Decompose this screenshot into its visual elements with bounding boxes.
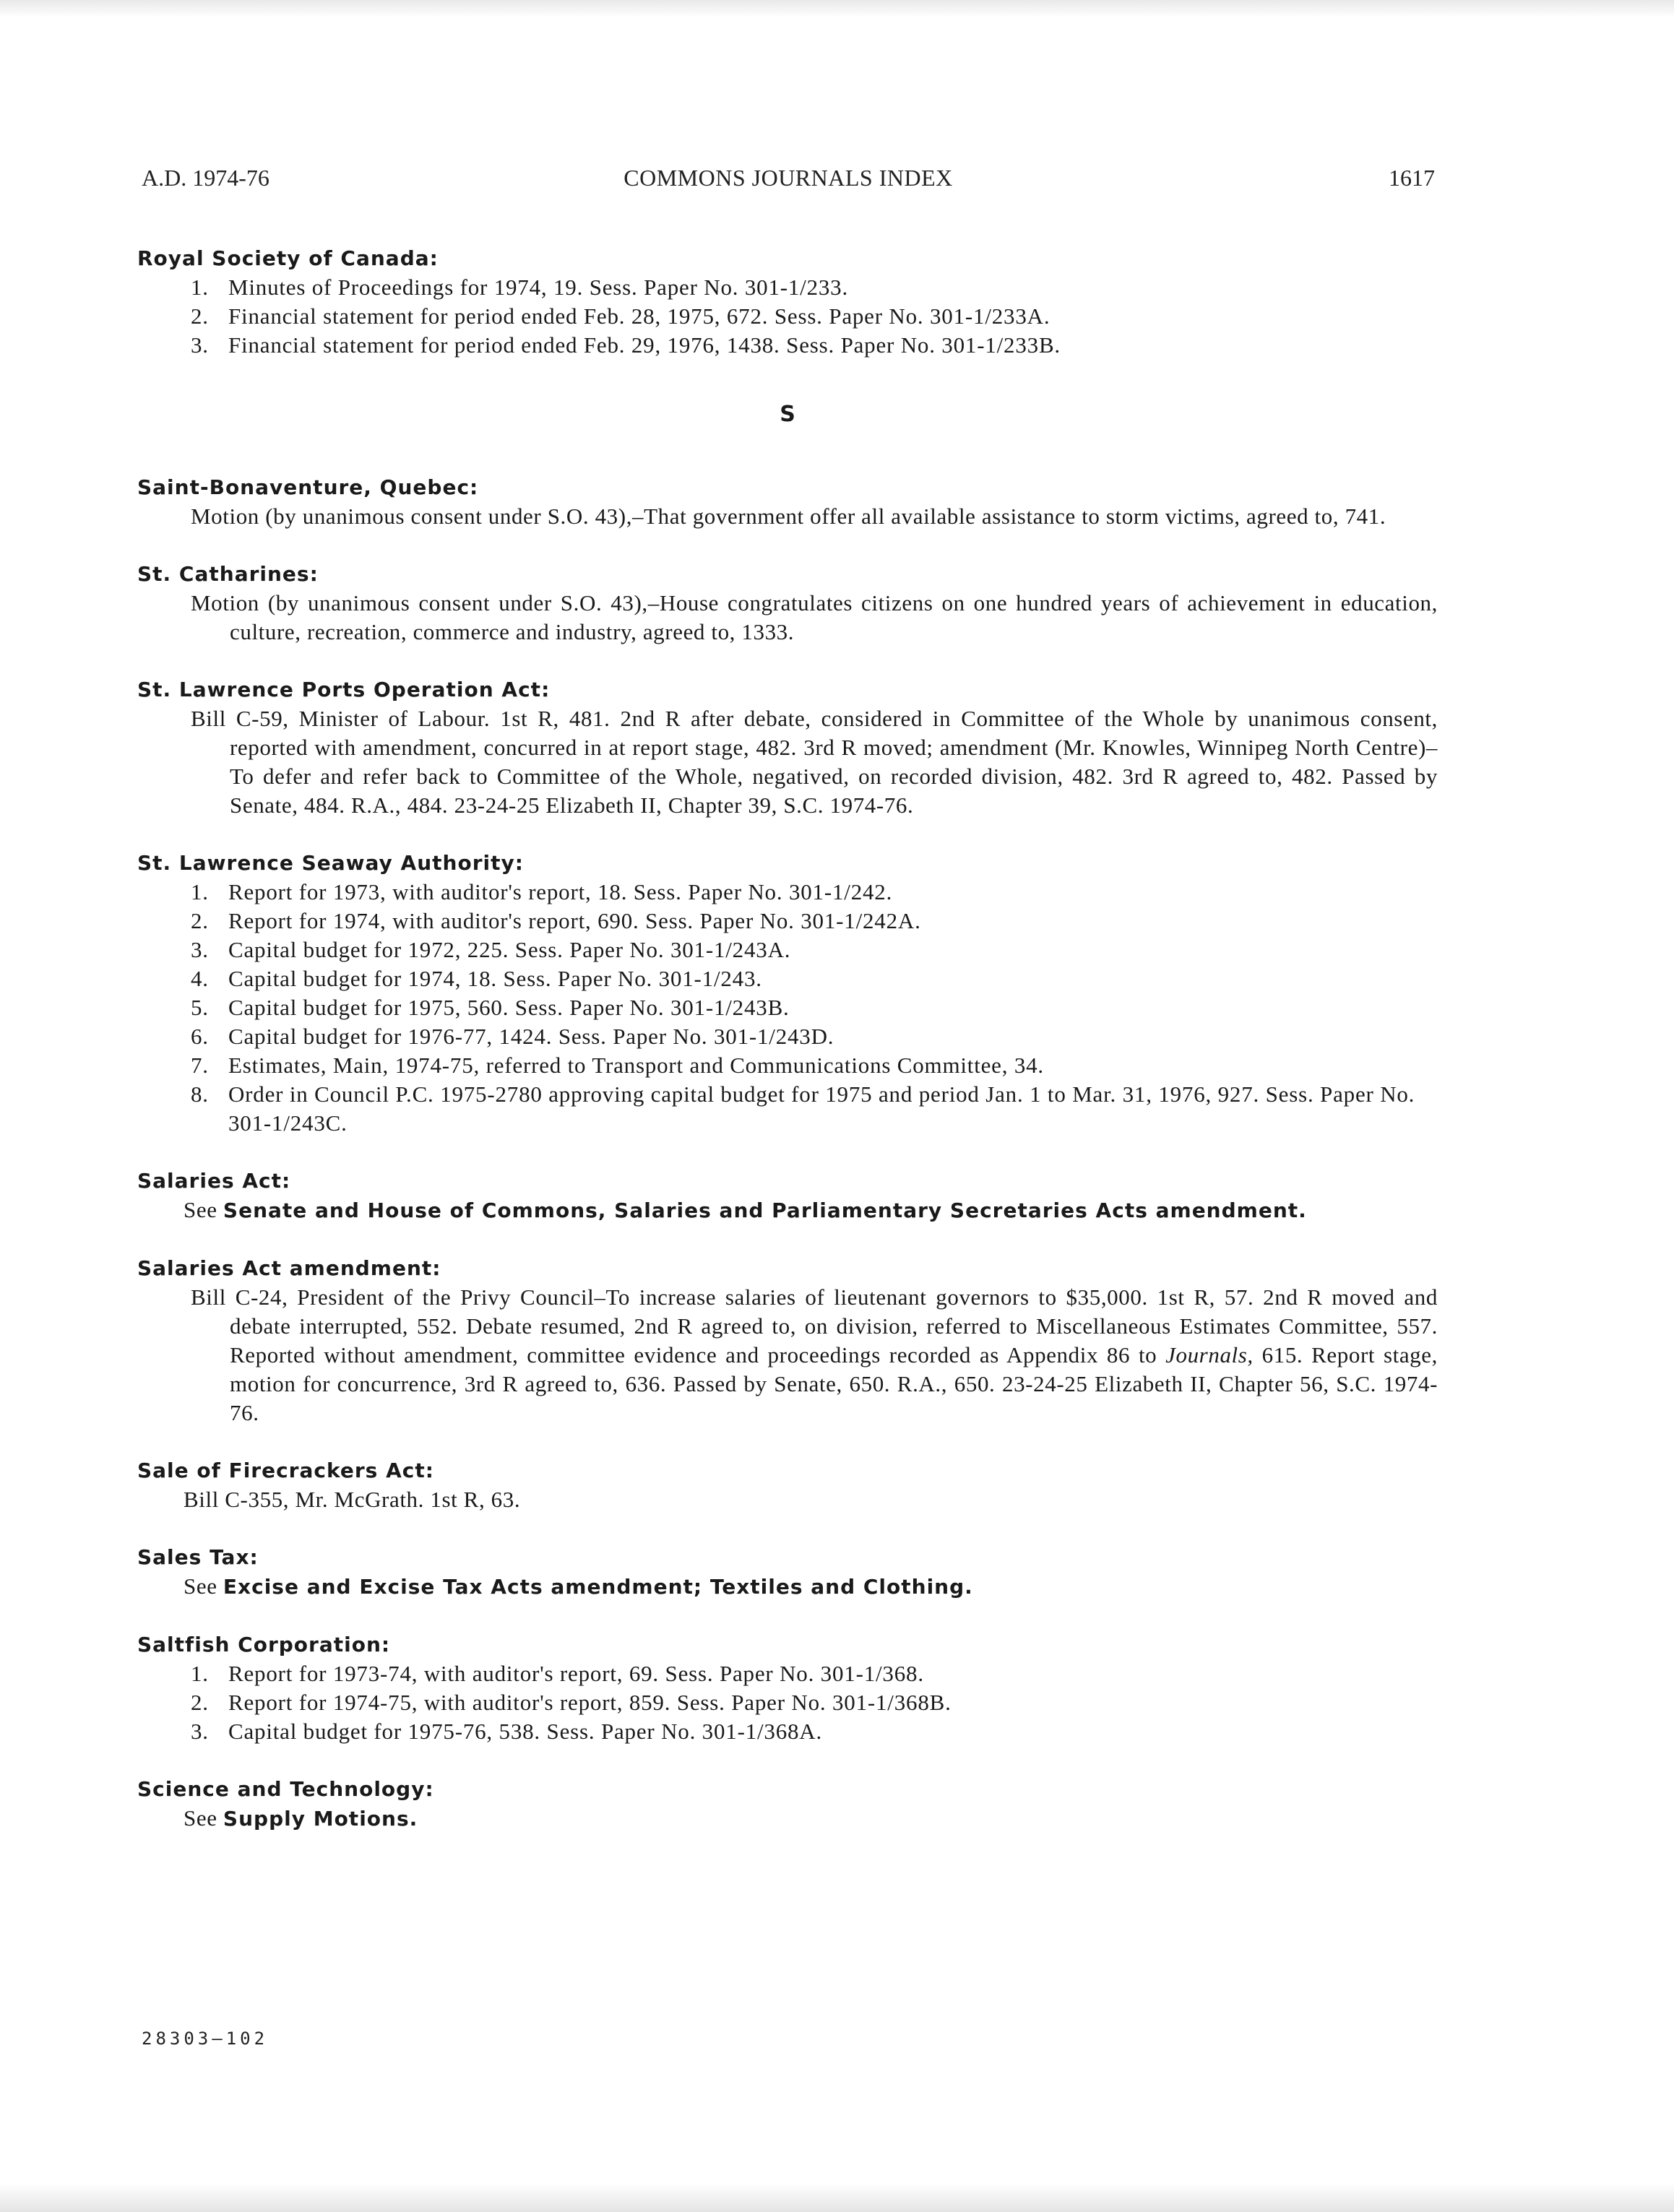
entry-list [137,878,1438,1138]
item-number: 2. [191,908,209,933]
list-item [137,964,1438,993]
entry-salaries-act [137,1167,1438,1225]
entry-text: Bill C-59, Minister of Labour. 1st R, 481. 2nd R after debate, considered in Committee of the Whole by unanimous consent, reported with amendment, concurred in at report stage, 482. 3rd R moved; amendment (Mr. Knowles, Winnipeg North Centre)–To defer and refer back to Committee of the Whole, negatived, on recorded division, 482. 3rd R agreed to, 482. Passed by Senate, 484. R.A., 484. 23-24-25 Elizabeth II, Chapter 39, S.C. 1974-76. [191,706,1438,818]
item-text: Financial statement for period ended Feb. 28, 1975, 672. Sess. Paper No. 301-1/233A. [228,303,1050,329]
list-item [137,1022,1438,1051]
entry-list [137,1659,1438,1746]
item-number: 3. [191,332,209,358]
list-item [137,302,1438,331]
entry-text: Bill C-355, Mr. McGrath. 1st R, 63. [184,1487,521,1512]
entry-heading: St. Lawrence Ports Operation Act: [137,678,551,701]
entry-heading: Salaries Act amendment: [137,1256,441,1280]
list-item [137,1659,1438,1688]
entry-science-and-technology [137,1775,1438,1833]
entry-list [137,273,1438,360]
printer-code: 28303—102 [142,2029,269,2049]
item-number: 5. [191,995,209,1020]
running-head [142,165,1435,196]
item-number: 7. [191,1053,209,1078]
entry-sale-of-firecrackers [137,1456,1438,1514]
entry-saint-bonaventure [137,473,1438,531]
item-text: Capital budget for 1974, 18. Sess. Paper No. 301-1/243. [228,966,762,991]
entry-st-lawrence-ports [137,675,1438,820]
section-letter: S [780,402,795,427]
entry-heading: Sale of Firecrackers Act: [137,1459,434,1482]
journals-italic: Journals, [1165,1342,1254,1368]
entry-text: Motion (by unanimous consent under S.O. 43),–House congratulates citizens on one hundred years of achievement in education, culture, recreation, commerce and industry, agreed to, 1333. [191,590,1438,644]
entry-heading: Salaries Act: [137,1169,291,1193]
item-text: Capital budget for 1976-77, 1424. Sess. Paper No. 301-1/243D. [228,1024,834,1049]
item-number: 1. [191,1661,209,1686]
item-number: 3. [191,937,209,962]
list-item [137,993,1438,1022]
item-text: Capital budget for 1975, 560. Sess. Paper No. 301-1/243B. [228,995,790,1020]
list-item [137,331,1438,360]
entry-heading: Saint-Bonaventure, Quebec: [137,475,479,499]
see-reference [137,1804,1438,1833]
cross-reference: Excise and Excise Tax Acts amendment; Textiles and Clothing. [223,1575,973,1599]
list-item [137,1688,1438,1717]
scan-shadow-top [0,0,1674,17]
text-part: Bill C-24, President of the Privy Council–To increase salaries of lieutenant governors to $35,000. 1st R, 57. 2nd R moved and debate interrupted, 552. Debate resumed, 2nd R agreed to, on division, referred to Miscellaneous Estimates Committee, 557. Reported without amendment, committee evidence and proceedings recorded as Appendix 86 to [191,1284,1438,1368]
see-reference [137,1196,1438,1225]
entry-text: Motion (by unanimous consent under S.O. 43),–That government offer all available assistance to storm victims, agreed to, 741. [191,504,1386,529]
entry-heading: Royal Society of Canada: [137,246,439,270]
index-body [137,244,1438,1862]
item-number: 1. [191,275,209,300]
item-number: 8. [191,1081,209,1107]
entry-heading: St. Catharines: [137,562,319,586]
entry-heading: Science and Technology: [137,1777,434,1801]
list-item [137,907,1438,936]
item-text: Report for 1974, with auditor's report, 690. Sess. Paper No. 301-1/242A. [228,908,921,933]
list-item [137,1080,1438,1138]
item-text: Report for 1973-74, with auditor's report, 69. Sess. Paper No. 301-1/368. [228,1661,924,1686]
item-number: 4. [191,966,209,991]
see-word: See [184,1805,217,1831]
item-text: Capital budget for 1975-76, 538. Sess. Paper No. 301-1/368A. [228,1719,823,1744]
entry-text [137,1283,1438,1427]
list-item [137,936,1438,964]
entry-royal-society [137,244,1438,360]
entry-salaries-act-amendment [137,1254,1438,1427]
item-number: 2. [191,303,209,329]
cross-reference: Senate and House of Commons, Salaries and Parliamentary Secretaries Acts amendment. [223,1198,1307,1222]
header-page-number: 1617 [1389,165,1435,191]
entry-saltfish-corporation [137,1630,1438,1746]
see-word: See [184,1573,217,1599]
scan-shadow-bottom [0,2183,1674,2212]
item-text: Report for 1973, with auditor's report, 18. Sess. Paper No. 301-1/242. [228,879,893,904]
entry-heading: St. Lawrence Seaway Authority: [137,851,524,875]
item-number: 3. [191,1719,209,1744]
text-part: 615. Report stage, motion for concurrence, 3rd R agreed to, 636. Passed by Senate, 650. R.A., 650. 23-24-25 Elizabeth II, Chapter 56, S.C. 1974-76. [230,1342,1438,1425]
entry-heading: Sales Tax: [137,1545,259,1569]
list-item [137,1051,1438,1080]
list-item [137,1717,1438,1746]
cross-reference: Supply Motions. [223,1807,418,1831]
see-reference [137,1572,1438,1602]
list-item [137,273,1438,302]
entry-heading: Saltfish Corporation: [137,1633,391,1656]
header-date-range: A.D. 1974-76 [142,165,269,191]
item-number: 2. [191,1690,209,1715]
item-text: Minutes of Proceedings for 1974, 19. Sess. Paper No. 301-1/233. [228,275,849,300]
list-item [137,878,1438,907]
item-text: Capital budget for 1972, 225. Sess. Paper No. 301-1/243A. [228,937,791,962]
entry-st-lawrence-seaway [137,849,1438,1138]
item-number: 6. [191,1024,209,1049]
item-text: Report for 1974-75, with auditor's report, 859. Sess. Paper No. 301-1/368B. [228,1690,952,1715]
header-title: COMMONS JOURNALS INDEX [624,165,953,191]
entry-sales-tax [137,1543,1438,1602]
see-word: See [184,1197,217,1222]
item-text: Order in Council P.C. 1975-2780 approving capital budget for 1975 and period Jan. 1 to Mar. 31, 1976, 927. Sess. Paper No. 301-1/243C. [228,1081,1415,1136]
entry-st-catharines [137,560,1438,647]
item-number: 1. [191,879,209,904]
item-text: Estimates, Main, 1974-75, referred to Transport and Communications Committee, 34. [228,1053,1044,1078]
item-text: Financial statement for period ended Feb. 29, 1976, 1438. Sess. Paper No. 301-1/233B. [228,332,1061,358]
